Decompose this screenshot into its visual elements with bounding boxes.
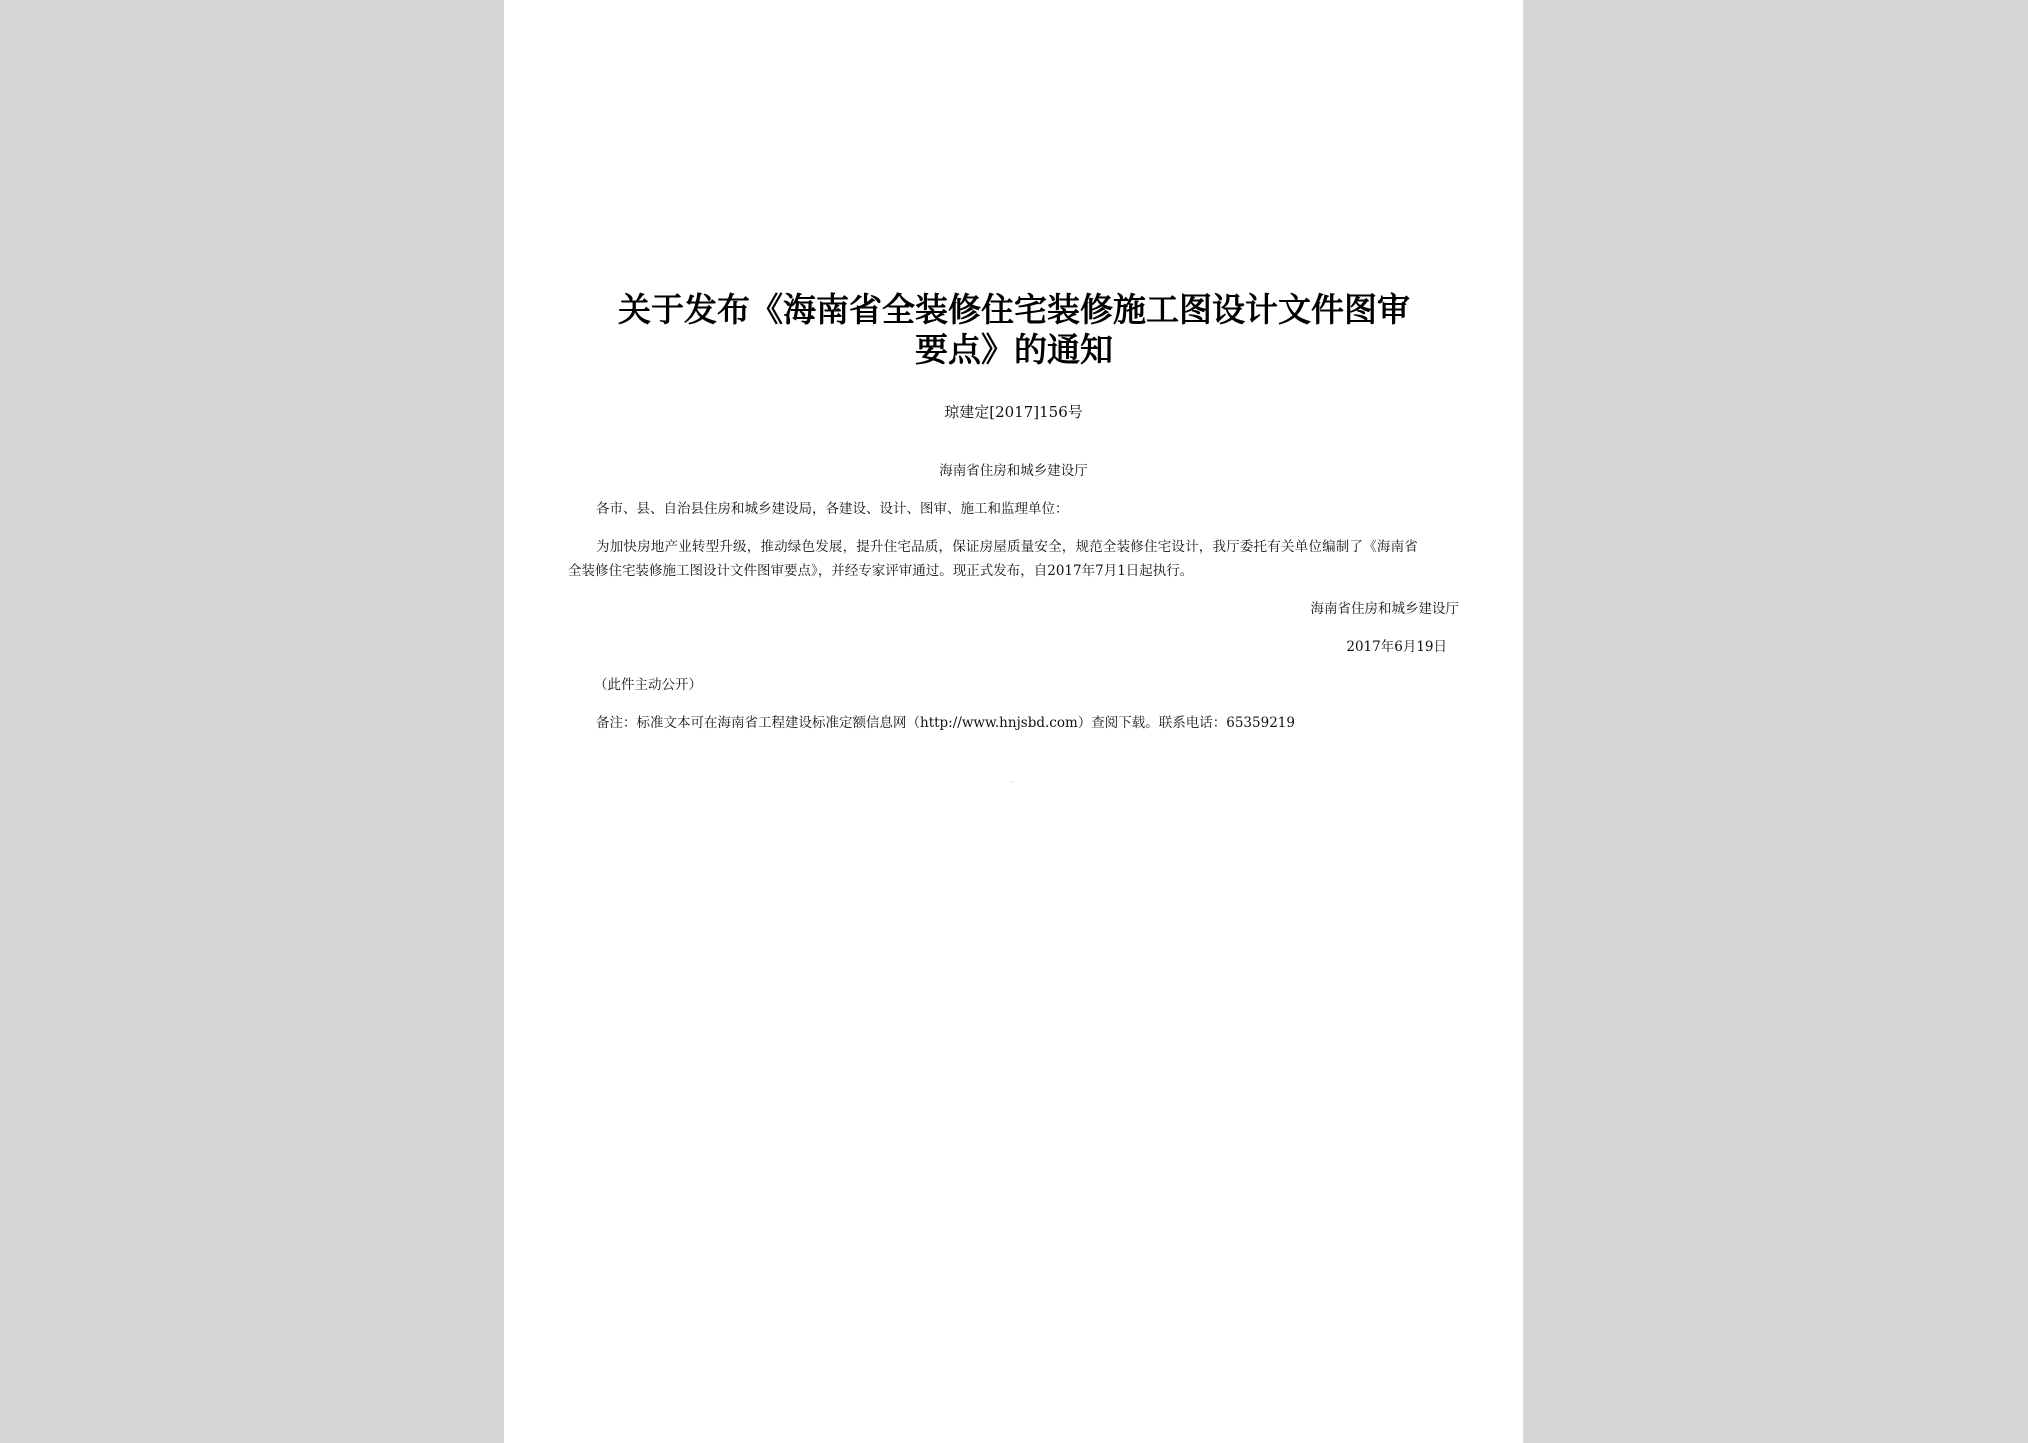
scan-speck <box>1010 781 1013 783</box>
issuer-name: 海南省住房和城乡建设厅 <box>939 463 1088 479</box>
body-paragraph-line-1: 为加快房地产业转型升级，推动绿色发展，提升住宅品质，保证房屋质量安全，规范全装修住宅设计，我厅委托有关单位编制了《海南省 <box>596 539 1418 555</box>
document-title-line-2: 要点》的通知 <box>915 330 1113 369</box>
document-page <box>504 0 1523 1443</box>
remarks-note: 备注：标准文本可在海南省工程建设标准定额信息网（http://www.hnjsbd.com）查阅下载。联系电话：65359219 <box>596 715 1295 731</box>
signature-organization: 海南省住房和城乡建设厅 <box>1310 601 1459 617</box>
disclosure-note: （此件主动公开） <box>594 677 702 693</box>
document-title-line-1: 关于发布《海南省全装修住宅装修施工图设计文件图审 <box>618 290 1410 329</box>
document-number: 琼建定[2017]156号 <box>944 403 1083 421</box>
signature-date: 2017年6月19日 <box>1346 639 1447 655</box>
salutation: 各市、县、自治县住房和城乡建设局，各建设、设计、图审、施工和监理单位： <box>596 501 1069 517</box>
body-paragraph-line-2: 全装修住宅装修施工图设计文件图审要点》，并经专家评审通过。现正式发布，自2017年7月1日起执行。 <box>568 563 1194 579</box>
